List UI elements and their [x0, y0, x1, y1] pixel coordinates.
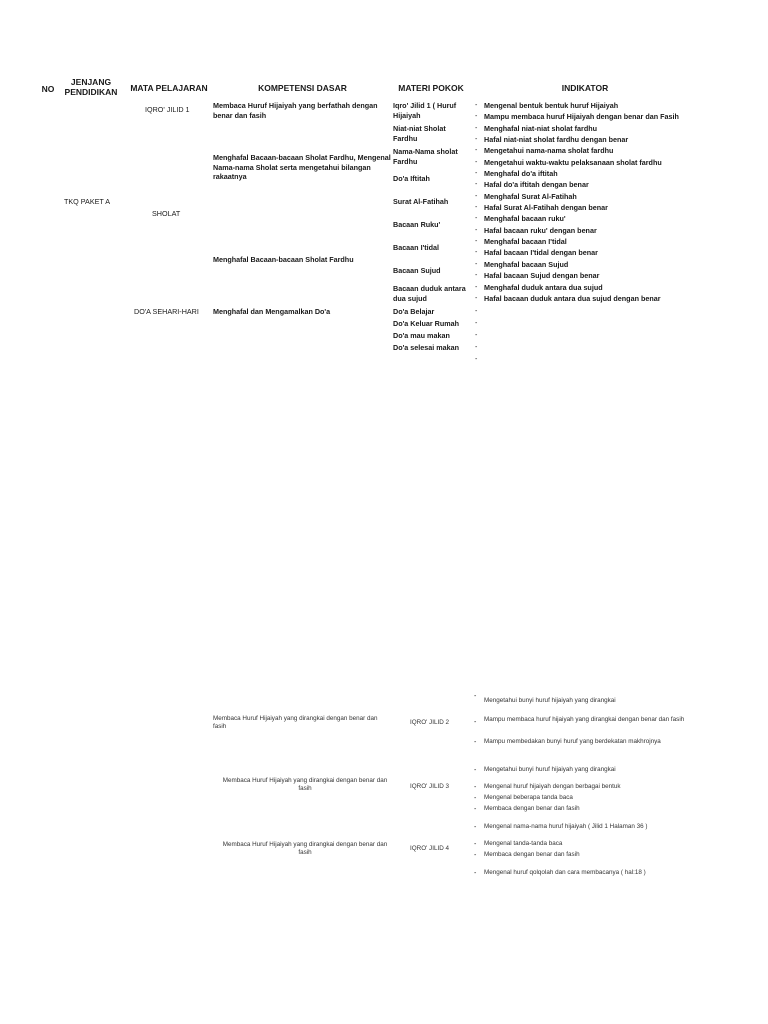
subject-sholat: SHOLAT [152, 209, 181, 218]
bullet-dash: - [475, 170, 478, 177]
kompetensi-iqro-1: Membaca Huruf Hijaiyah yang berfathah dengan benar dan fasih [213, 101, 378, 120]
indikator-item: Hafal bacaan ruku' dengan benar [484, 226, 597, 235]
lower-indikator-item: Mengenal nama-nama huruf hijaiyah ( Jilid 1 Halaman 36 ) [484, 823, 648, 830]
bullet-dash: - [474, 767, 477, 774]
lower-indikator-item: Mampu membaca huruf hijaiyah yang dirangkai dengan benar dan fasih [484, 716, 685, 723]
lower-indikator-item: Mengenal tanda-tanda baca [484, 840, 563, 847]
indikator-item: Hafal bacaan duduk antara dua sujud dengan benar [484, 294, 661, 303]
indikator-item: Menghafal bacaan ruku' [484, 214, 566, 223]
indikator-item: Menghafal bacaan Sujud [484, 260, 569, 269]
materi-item: Do'a Iftitah [393, 174, 430, 183]
bullet-dash: - [475, 320, 478, 327]
materi-item: Iqro' Jilid 1 ( Huruf Hijaiyah [393, 101, 457, 120]
bullet-dash: - [474, 824, 477, 831]
materi-item: Do'a Keluar Rumah [393, 319, 460, 328]
indikator-item: Mengetahui nama-nama sholat fardhu [484, 146, 614, 155]
indikator-item: Mampu membaca huruf Hijaiyah dengan benar dan Fasih [484, 112, 679, 121]
materi-item: Bacaan duduk antara dua sujud [393, 284, 466, 303]
header-kompetensi-dasar: KOMPETENSI DASAR [258, 83, 347, 93]
indikator-item: Hafal niat-niat sholat fardhu dengan benar [484, 135, 629, 144]
materi-iqro-3: IQRO' JILID 3 [410, 783, 449, 790]
materi-item: Bacaan I'tidal [393, 243, 440, 252]
lower-indikator-item: Mengenal beberapa tanda baca [484, 794, 573, 801]
bullet-dash: - [475, 147, 478, 154]
indikator-item: Hafal do'a iftitah dengan benar [484, 180, 589, 189]
bullet-dash: - [475, 159, 478, 166]
bullet-dash: - [475, 284, 478, 291]
bullet-dash: - [475, 113, 478, 120]
lower-indikator-item: Mampu membedakan bunyi huruf yang berdekatan makhrojnya [484, 738, 661, 745]
bullet-dash: - [475, 181, 478, 188]
bullet-dash: - [474, 719, 477, 726]
materi-item: Do'a selesai makan [393, 343, 460, 352]
bullet-dash: - [475, 238, 478, 245]
materi-item: Nama-Nama sholat Fardhu [393, 147, 458, 166]
indikator-item: Mengetahui waktu-waktu pelaksanaan sholat fardhu [484, 158, 662, 167]
bullet-dash: - [475, 344, 478, 351]
bullet-dash: - [475, 193, 478, 200]
kompetensi-sholat-bacaan: Menghafal Bacaan-bacaan Sholat Fardhu [213, 255, 354, 264]
bullet-dash: - [474, 852, 477, 859]
bullet-dash: - [474, 739, 477, 746]
header-jenjang: JENJANG PENDIDIKAN [64, 77, 118, 97]
bullet-dash: - [475, 204, 478, 211]
kompetensi-sholat-nama: Menghafal Bacaan-bacaan Sholat Fardhu, Mengenal Nama-nama Sholat serta mengetahui bilangan rakaatnya [213, 153, 391, 181]
materi-item: Do'a Belajar [393, 307, 435, 316]
subject-iqro-jilid-1: IQRO' JILID 1 [145, 105, 190, 114]
lower-indikator-item: Membaca dengan benar dan fasih [484, 851, 580, 858]
materi-iqro-4: IQRO' JILID 4 [410, 845, 449, 852]
bullet-dash: - [475, 249, 478, 256]
bullet-dash: - [475, 308, 478, 315]
indikator-item: Menghafal do'a iftitah [484, 169, 558, 178]
subject-doa-sehari-hari: DO'A SEHARI-HARI [134, 307, 199, 316]
lower-indikator-item: Membaca dengan benar dan fasih [484, 805, 580, 812]
materi-item: Surat Al-Fatihah [393, 197, 449, 206]
bullet-dash: - [475, 125, 478, 132]
kompetensi-doa: Menghafal dan Mengamalkan Do'a [213, 307, 331, 316]
indikator-item: Menghafal Surat Al-Fatihah [484, 192, 577, 201]
bullet-dash: - [474, 784, 477, 791]
bullet-dash: - [475, 261, 478, 268]
header-no: NO [41, 84, 55, 94]
header-mata-pelajaran: MATA PELAJARAN [130, 83, 208, 93]
lower-indikator-item: Mengetahui bunyi huruf hijaiyah yang dirangkai [484, 697, 616, 704]
kompetensi-iqro-4: Membaca Huruf Hijaiyah yang dirangkai dengan benar dan fasih [222, 841, 388, 857]
bullet-dash: - [475, 136, 478, 143]
indikator-item: Hafal bacaan I'tidal dengan benar [484, 248, 598, 257]
lower-indikator-item: Mengetahui bunyi huruf hijaiyah yang dirangkai [484, 766, 616, 773]
bullet-dash: - [474, 795, 477, 802]
bullet-dash: - [474, 806, 477, 813]
materi-iqro-2: IQRO' JILID 2 [410, 719, 449, 726]
bullet-dash: - [475, 215, 478, 222]
indikator-item: Hafal Surat Al-Fatihah dengan benar [484, 203, 608, 212]
bullet-dash: - [475, 356, 478, 363]
indikator-item: Hafal bacaan Sujud dengan benar [484, 271, 600, 280]
materi-item: Do'a mau makan [393, 331, 450, 340]
kompetensi-iqro-3: Membaca Huruf Hijaiyah yang dirangkai dengan benar dan fasih [222, 777, 388, 793]
bullet-dash: - [475, 295, 478, 302]
indikator-item: Menghafal bacaan I'tidal [484, 237, 567, 246]
indikator-item: Menghafal duduk antara dua sujud [484, 283, 603, 292]
jenjang-value: TKQ PAKET A [64, 197, 111, 206]
lower-indikator-item: Mengenal huruf hijaiyah dengan berbagai bentuk [484, 783, 621, 790]
bullet-dash: - [475, 102, 478, 109]
header-indikator: INDIKATOR [561, 83, 609, 93]
indikator-item: Mengenal bentuk bentuk huruf Hijaiyah [484, 101, 619, 110]
bullet-dash: - [474, 693, 477, 700]
indikator-item: Menghafal niat-niat sholat fardhu [484, 124, 598, 133]
bullet-dash: - [475, 332, 478, 339]
bullet-dash: - [474, 841, 477, 848]
lower-indikator-item: Mengenal huruf qolqolah dan cara membacanya ( hal:18 ) [484, 869, 646, 876]
header-materi-pokok: MATERI POKOK [398, 83, 464, 93]
materi-item: Bacaan Ruku' [393, 220, 441, 229]
materi-item: Niat-niat Sholat Fardhu [393, 124, 446, 143]
materi-item: Bacaan Sujud [393, 266, 441, 275]
bullet-dash: - [474, 870, 477, 877]
bullet-dash: - [475, 272, 478, 279]
kompetensi-iqro-2: Membaca Huruf Hijaiyah yang dirangkai dengan benar dan fasih [213, 715, 378, 731]
bullet-dash: - [475, 227, 478, 234]
